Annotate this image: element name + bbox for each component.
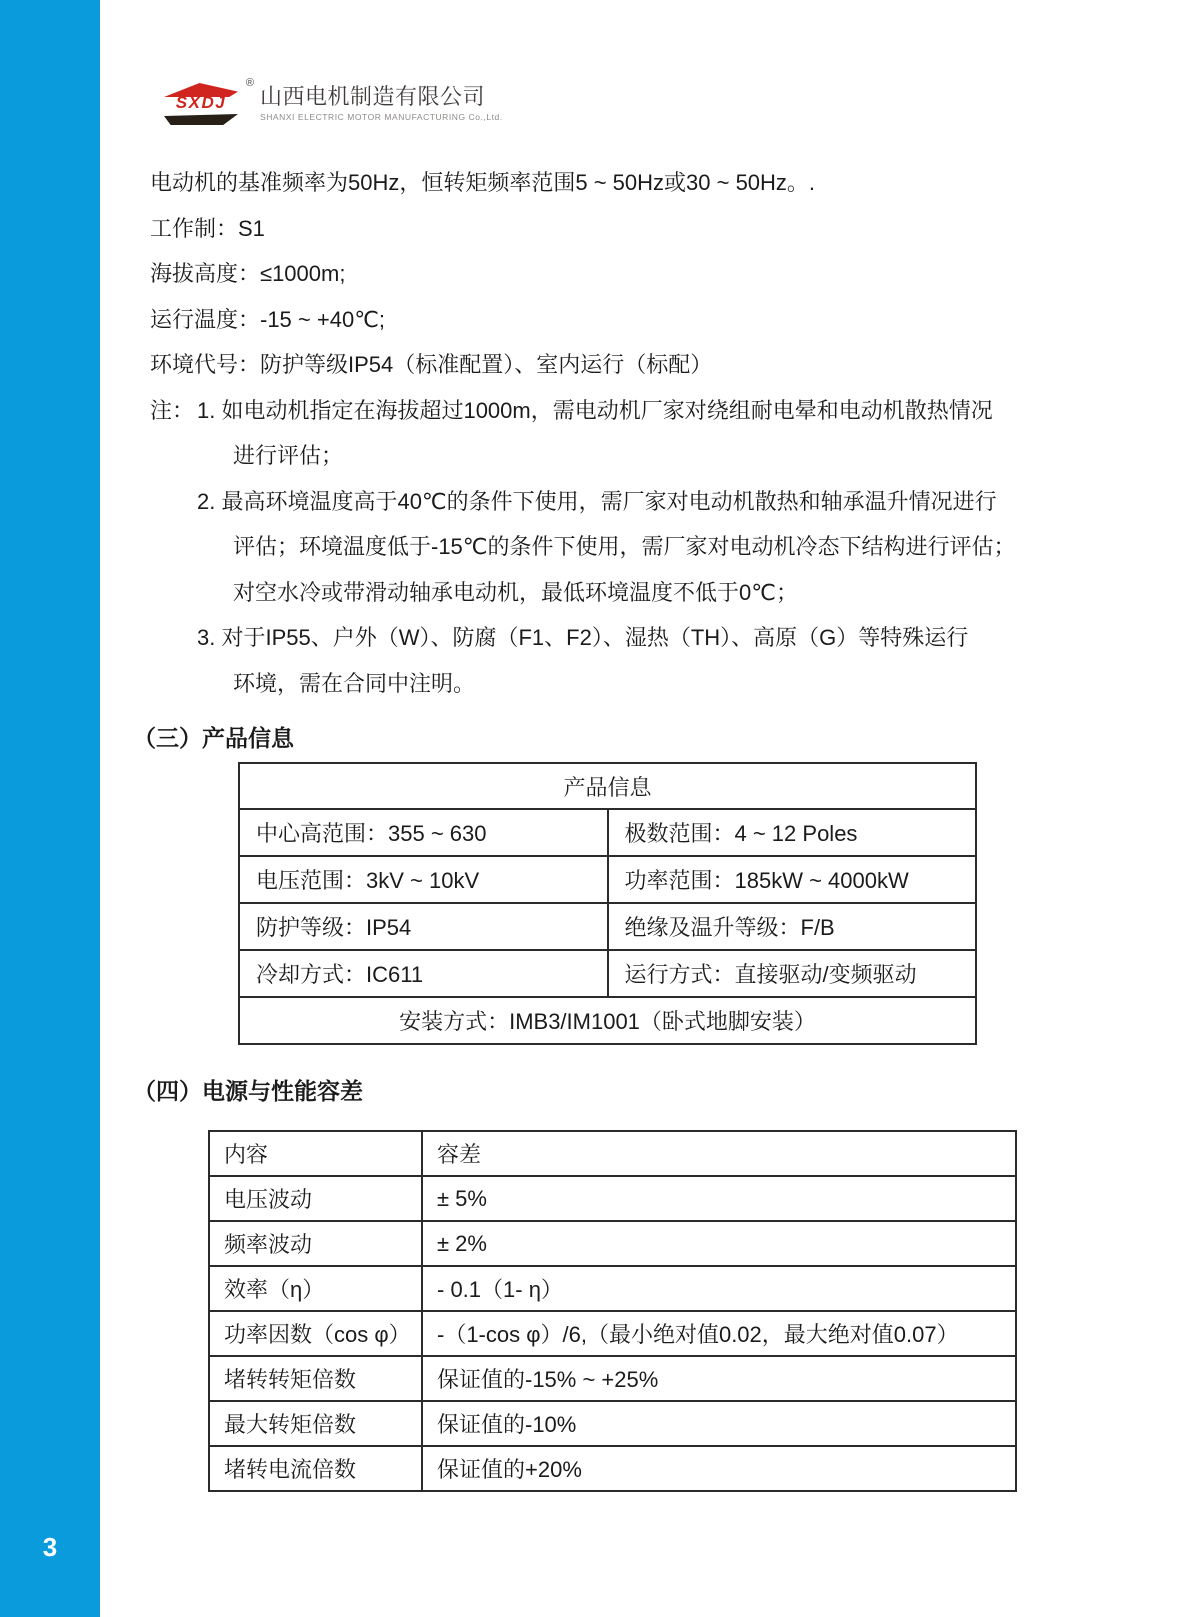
spec-text-block [150, 159, 1016, 705]
table-row [239, 903, 976, 950]
mounting-cell: 安装方式：IMB3/IM1001（卧式地脚安装） [239, 997, 976, 1044]
page-number: 3 [42, 1532, 58, 1562]
table-cell: -（1-cos φ）/6,（最小绝对值0.02，最大绝对值0.07） [422, 1311, 1016, 1356]
column-header: 容差 [422, 1131, 1016, 1176]
note-line: 对空水冷或带滑动轴承电动机，最低环境温度不低于0℃； [233, 579, 798, 605]
registered-trademark-mark: ® [245, 77, 254, 89]
table-cell: 功率因数（cos φ） [209, 1311, 422, 1356]
table-row [209, 1356, 1016, 1401]
note-text: 1. 如电动机指定在海拔超过1000m，需电动机厂家对绕组耐电晕和电动机散热情况 [197, 397, 993, 423]
company-name-cn: 山西电机制造有限公司 [260, 84, 486, 109]
product-table-title: 产品信息 [239, 763, 976, 809]
tolerance-table [208, 1130, 1017, 1492]
table-cell: 堵转电流倍数 [209, 1446, 422, 1491]
note-line: 2. 最高环境温度高于40℃的条件下使用，需厂家对电动机散热和轴承温升情况进行 [197, 488, 997, 514]
table-cell: 最大转矩倍数 [209, 1401, 422, 1446]
table-cell: 运行方式：直接驱动/变频驱动 [608, 950, 977, 997]
table-cell: 堵转转矩倍数 [209, 1356, 422, 1401]
note-line: 评估；环境温度低于-15℃的条件下使用，需厂家对电动机冷态下结构进行评估； [233, 534, 1016, 560]
note-line: 进行评估； [233, 443, 344, 469]
logo-abbr: SXDJ [175, 93, 227, 112]
table-cell: 频率波动 [209, 1221, 422, 1266]
table-cell: 效率（η） [209, 1266, 422, 1311]
company-name-en: SHANXI ELECTRIC MOTOR MANUFACTURING Co.,Ltd. [260, 112, 503, 123]
left-margin-band [0, 0, 100, 1617]
note-line-1 [150, 387, 1016, 433]
table-cell: 绝缘及温升等级：F/B [608, 903, 977, 950]
note-line: 环境，需在合同中注明。 [233, 670, 476, 696]
table-cell: 保证值的+20% [422, 1446, 1016, 1491]
section-heading-tolerance: （四）电源与性能容差 [133, 1078, 363, 1105]
table-cell: 保证值的-15% ~ +25% [422, 1356, 1016, 1401]
table-row [209, 1176, 1016, 1221]
table-row [209, 1266, 1016, 1311]
table-row [239, 856, 976, 903]
table-row [209, 1221, 1016, 1266]
company-logo [162, 77, 503, 125]
spec-line: 环境代号：防护等级IP54（标准配置）、室内运行（标配） [150, 352, 713, 378]
table-row [209, 1311, 1016, 1356]
table-row [239, 997, 976, 1044]
company-names [260, 83, 503, 122]
section-heading-product-info: （三）产品信息 [133, 725, 294, 752]
product-info-table [238, 762, 977, 1045]
logo-swoosh-shape [164, 114, 238, 125]
table-cell: 中心高范围：355 ~ 630 [239, 809, 608, 856]
spec-line: 运行温度：-15 ~ +40℃; [150, 306, 386, 332]
spec-line: 电动机的基准频率为50Hz，恒转矩频率范围5 ~ 50Hz或30 ~ 50Hz。. [150, 170, 816, 196]
spec-line: 海拔高度：≤1000m; [150, 261, 346, 287]
table-cell: 功率范围：185kW ~ 4000kW [608, 856, 977, 903]
table-cell: ± 5% [422, 1176, 1016, 1221]
table-row [209, 1401, 1016, 1446]
table-cell: ± 2% [422, 1221, 1016, 1266]
table-cell: 冷却方式：IC611 [239, 950, 608, 997]
table-cell: 防护等级：IP54 [239, 903, 608, 950]
table-row [239, 950, 976, 997]
table-cell: 电压波动 [209, 1176, 422, 1221]
table-row [209, 1446, 1016, 1491]
table-cell: 电压范围：3kV ~ 10kV [239, 856, 608, 903]
column-header: 内容 [209, 1131, 422, 1176]
table-cell: 保证值的-10% [422, 1401, 1016, 1446]
table-cell: 极数范围：4 ~ 12 Poles [608, 809, 977, 856]
table-row [239, 809, 976, 856]
table-cell: - 0.1（1- η） [422, 1266, 1016, 1311]
note-line: 3. 对于IP55、户外（W）、防腐（F1、F2）、湿热（TH）、高原（G）等特殊运行 [197, 625, 969, 651]
notes-label: 注： [150, 397, 195, 423]
table-header-row [209, 1131, 1016, 1176]
spec-line: 工作制：S1 [150, 215, 265, 241]
sxdj-logo-icon [162, 77, 254, 125]
